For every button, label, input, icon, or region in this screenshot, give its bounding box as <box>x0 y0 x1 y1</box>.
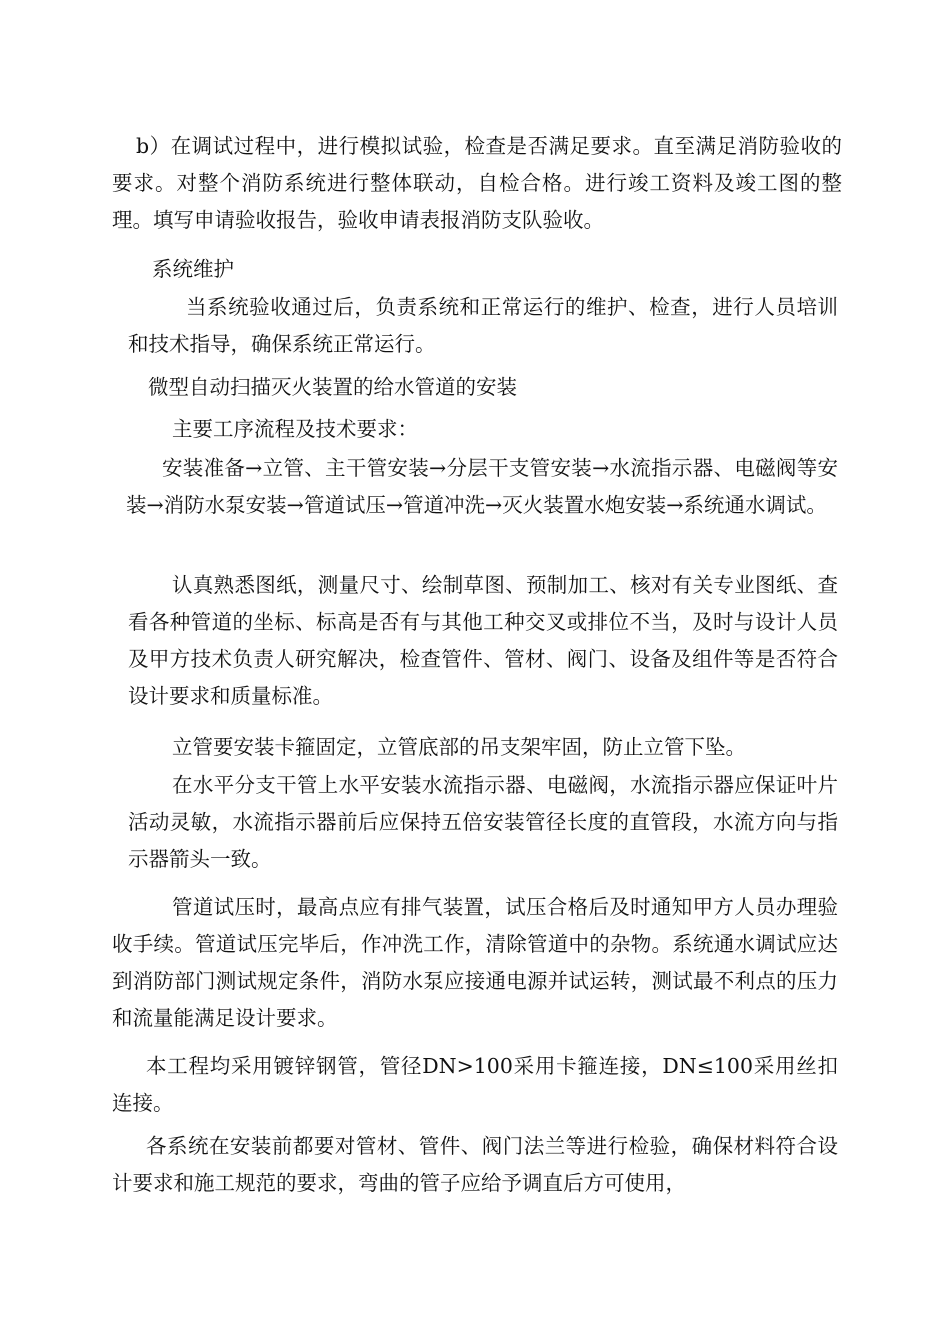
heading-system-maintenance: 系统维护 <box>152 257 234 281</box>
paragraph-riser: 立管要安装卡箍固定，立管底部的吊支架牢固，防止立管下坠。 <box>172 735 746 759</box>
paragraph-drawings: 认真熟悉图纸，测量尺寸、绘制草图、预制加工、核对有关专业图纸、查看各种管道的坐标、标高是否有与其他工种交叉或排位不当，及时与设计人员及甲方技术负责人研究解决，检查管件、管材、阀门、设备及组件等是否符合设计要求和质量标准。 <box>128 573 838 708</box>
heading-process-flow: 主要工序流程及技术要求： <box>172 417 418 441</box>
paragraph-maintenance: 当系统验收通过后，负责系统和正常运行的维护、检查，进行人员培训和技术指导，确保系统正常运行。 <box>128 295 838 356</box>
paragraph-pipe-material: 本工程均采用镀锌钢管，管径DN>100采用卡箍连接，DN≤100采用丝扣连接。 <box>112 1054 838 1115</box>
heading-pipe-installation: 微型自动扫描灭火装置的给水管道的安装 <box>148 375 517 399</box>
paragraph-commissioning: b）在调试过程中，进行模拟试验，检查是否满足要求。直至满足消防验收的要求。对整个消防系统进行整体联动，自检合格。进行竣工资料及竣工图的整理。填写申请验收报告，验收申请表报消防支队验收。 <box>112 134 842 232</box>
paragraph-inspection: 各系统在安装前都要对管材、管件、阀门法兰等进行检验，确保材料符合设计要求和施工规范的要求，弯曲的管子应给予调直后方可使用， <box>112 1134 838 1195</box>
paragraph-flow-indicator: 在水平分支干管上水平安装水流指示器、电磁阀，水流指示器应保证叶片活动灵敏，水流指示器前后应保持五倍安装管径长度的直管段，水流方向与指示器箭头一致。 <box>128 773 838 871</box>
paragraph-pressure-test: 管道试压时，最高点应有排气装置，试压合格后及时通知甲方人员办理验收手续。管道试压完毕后，作冲洗工作，清除管道中的杂物。系统通水调试应达到消防部门测试规定条件，消防水泵应接通电源并试运转，测试最不利点的压力和流量能满足设计要求。 <box>112 895 838 1030</box>
paragraph-process-steps: 安装准备→立管、主干管安装→分层干支管安装→水流指示器、电磁阀等安装→消防水泵安装→管道试压→管道冲洗→灭火装置水炮安装→系统通水调试。 <box>126 456 838 517</box>
